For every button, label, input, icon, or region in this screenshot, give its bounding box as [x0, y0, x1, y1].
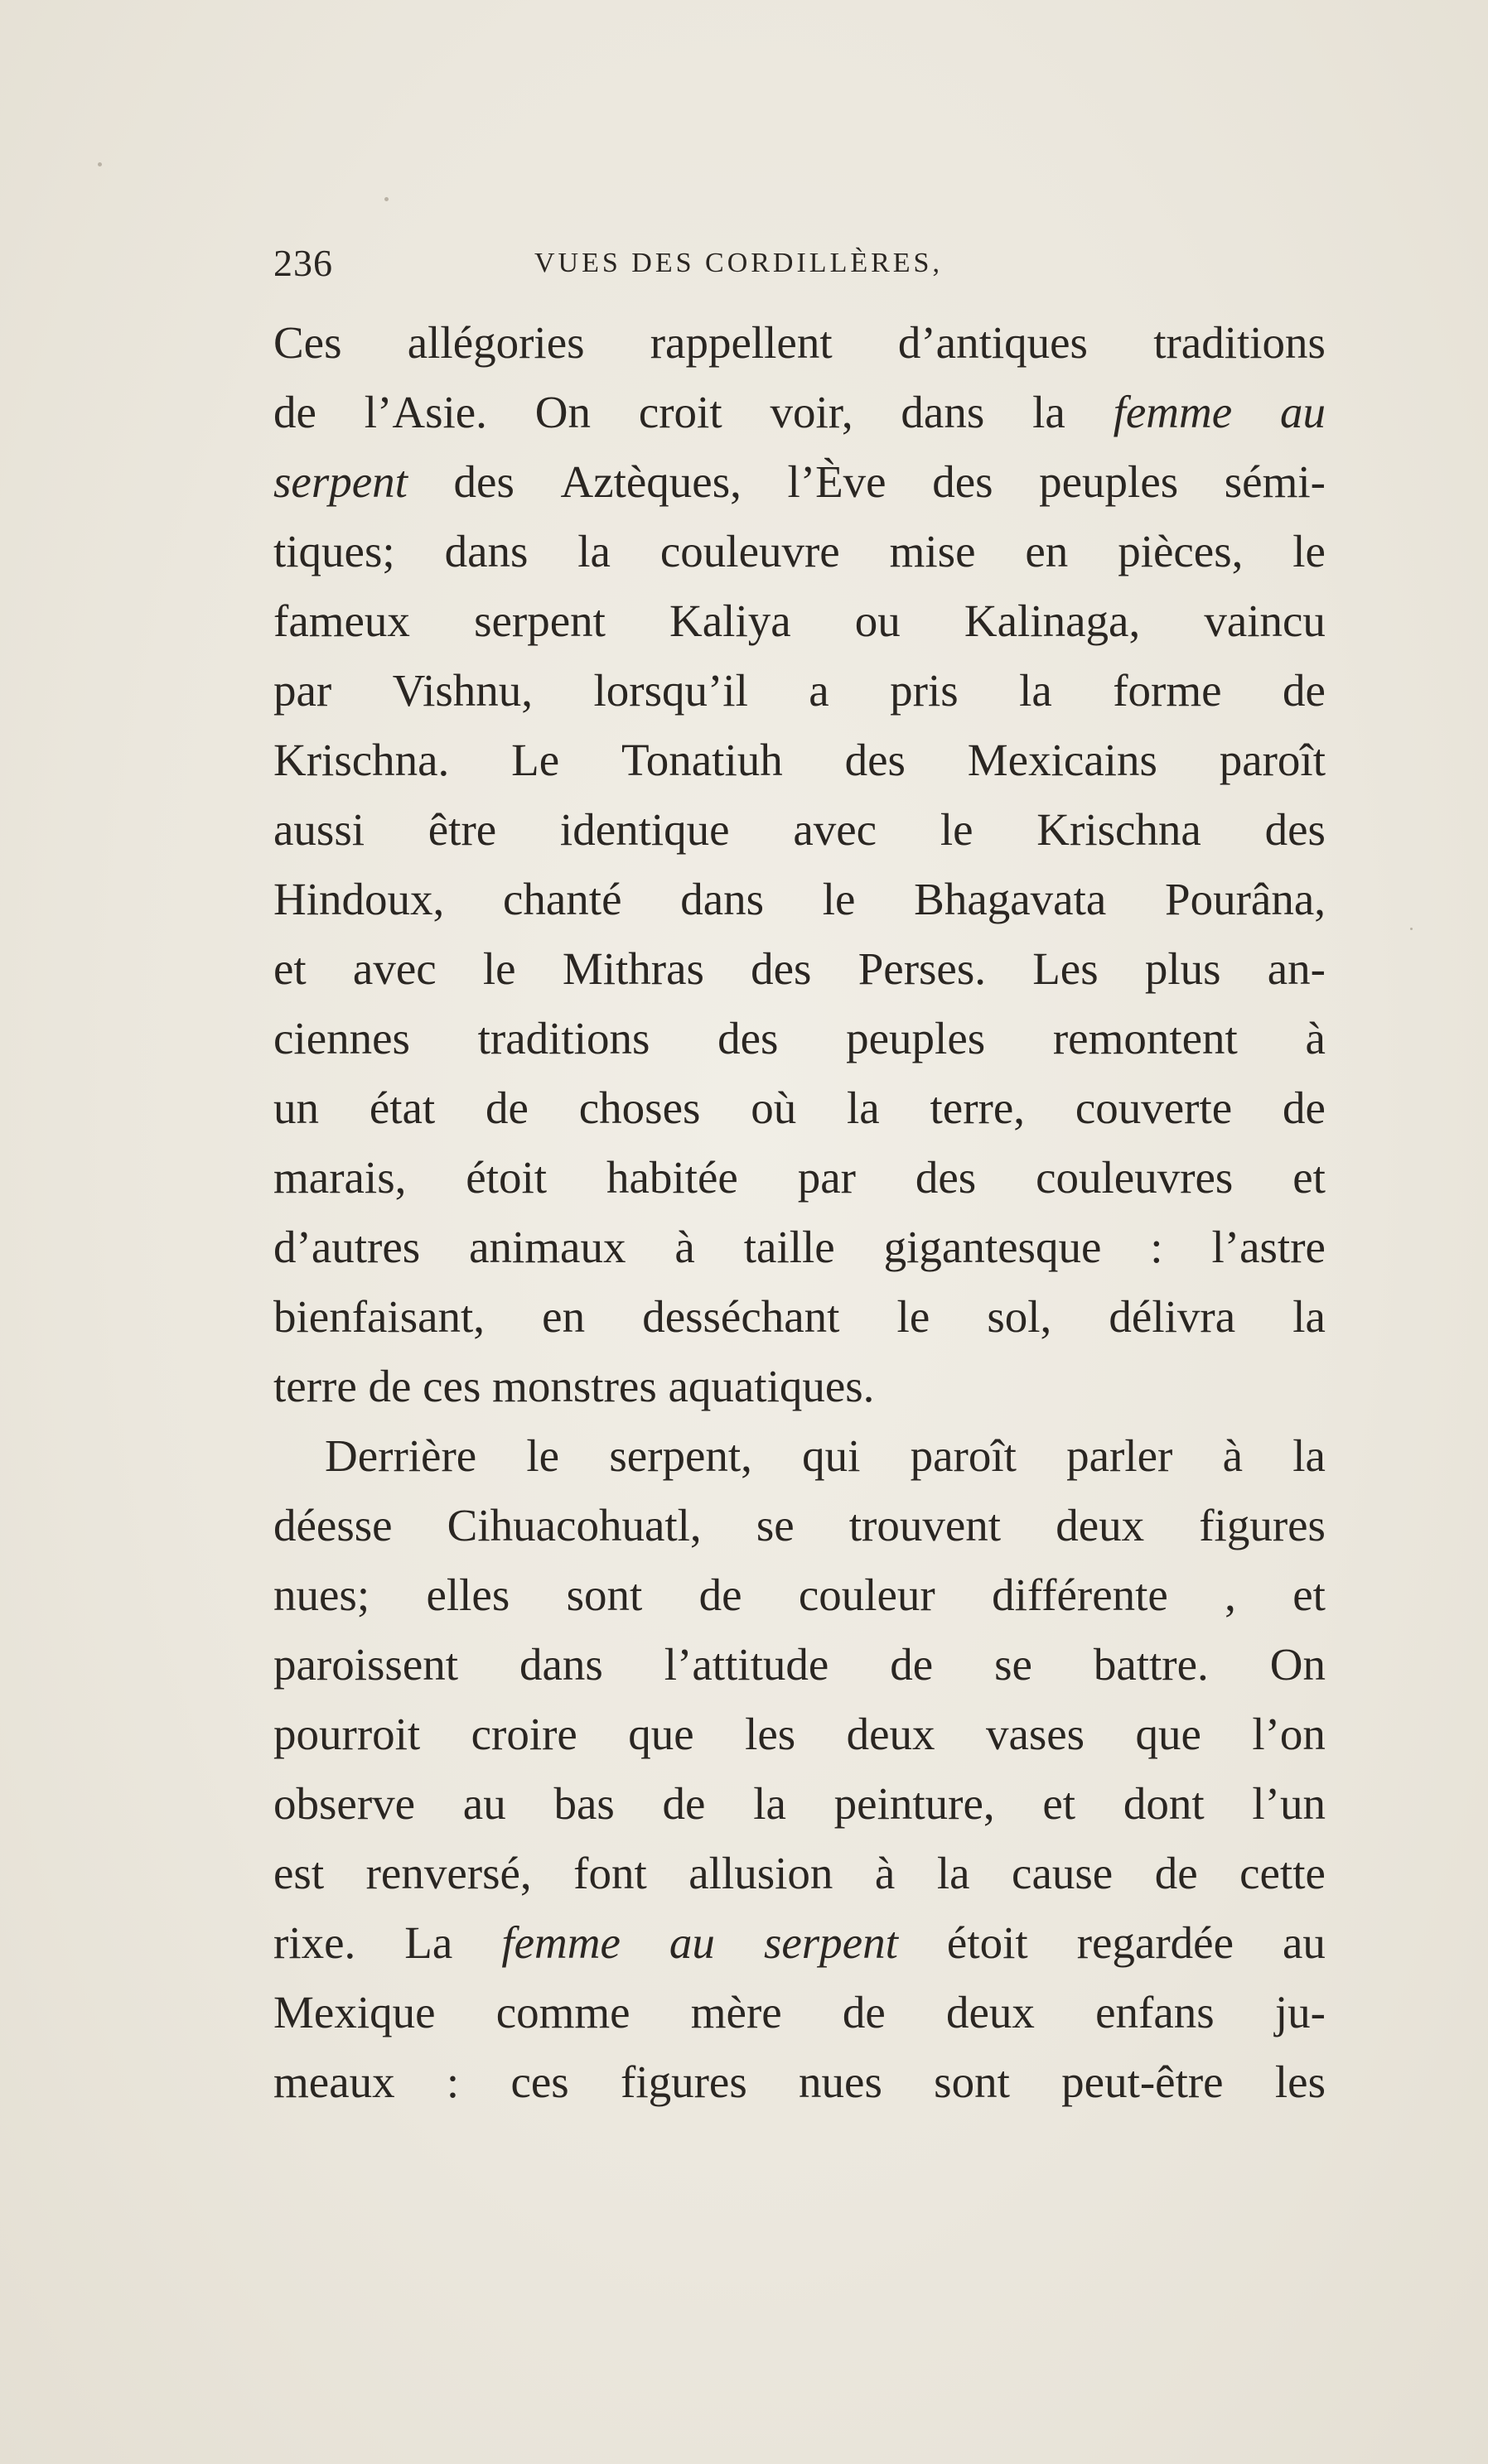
word: couleur — [798, 1570, 935, 1620]
word: mère — [690, 1987, 782, 2037]
word: serpent, — [609, 1430, 752, 1481]
word: On — [534, 387, 591, 437]
word: Ces — [273, 317, 342, 368]
word: rixe. — [273, 1917, 356, 1968]
word: marais, — [273, 1152, 407, 1203]
word: de — [1283, 1083, 1326, 1133]
word: un — [273, 1083, 319, 1133]
word: Hindoux, — [273, 874, 445, 924]
word: traditions — [1153, 317, 1326, 368]
word: : — [1150, 1222, 1163, 1272]
word: l’Ève — [787, 456, 887, 507]
page-header — [273, 239, 1326, 288]
word: se — [756, 1500, 795, 1550]
italic-word: au — [1279, 387, 1326, 437]
word: observe — [273, 1778, 416, 1829]
word: dont — [1123, 1778, 1205, 1829]
word: sol, — [987, 1291, 1052, 1342]
word: au — [1283, 1917, 1326, 1968]
word: est — [273, 1848, 325, 1898]
word: Aztèques, — [560, 456, 742, 507]
word: de — [486, 1083, 529, 1133]
text-line — [273, 1004, 1326, 1073]
text-line — [273, 2047, 1326, 2117]
word: pourroit — [273, 1709, 421, 1759]
word: de — [1154, 1848, 1198, 1898]
word: des — [453, 456, 515, 507]
word: à — [1305, 1013, 1326, 1063]
text-line — [273, 934, 1326, 1004]
word: enfans — [1095, 1987, 1215, 2037]
text-line — [273, 1073, 1326, 1143]
word: avec — [793, 804, 877, 855]
word: des — [1264, 804, 1326, 855]
word: la — [1292, 1291, 1326, 1342]
italic-word: femme — [501, 1917, 621, 1968]
word: dans — [901, 387, 985, 437]
word: vaincu — [1204, 596, 1326, 646]
word: regardée — [1076, 1917, 1234, 1968]
word: délivra — [1109, 1291, 1236, 1342]
text-line — [273, 865, 1326, 934]
word: à — [874, 1848, 896, 1898]
word: ju- — [1274, 1987, 1326, 2037]
word: croit — [638, 387, 722, 437]
word: cette — [1239, 1848, 1326, 1898]
text-line — [273, 1213, 1326, 1282]
word: le — [482, 943, 516, 994]
word: dans — [444, 526, 529, 576]
word: par — [273, 665, 332, 716]
word: des — [932, 456, 993, 507]
text-line — [273, 1630, 1326, 1700]
word: le — [526, 1430, 560, 1481]
word: par — [797, 1152, 856, 1203]
word: : — [446, 2057, 460, 2107]
word: sont — [566, 1570, 643, 1620]
word: rappellent — [650, 317, 833, 368]
word: identique — [559, 804, 730, 855]
word: forme — [1113, 665, 1222, 716]
word: étoit — [466, 1152, 548, 1203]
text-line — [273, 1700, 1326, 1769]
text-line — [273, 1282, 1326, 1352]
word: en — [542, 1291, 586, 1342]
word: peinture, — [833, 1778, 995, 1829]
word: peuples — [1039, 456, 1179, 507]
word: la — [577, 526, 611, 576]
text-line — [273, 726, 1326, 795]
word: de — [890, 1639, 934, 1690]
word: être — [428, 804, 497, 855]
word: Pourâna, — [1165, 874, 1326, 924]
word: que — [1135, 1709, 1201, 1759]
word: de — [662, 1778, 706, 1829]
word: voir, — [770, 387, 853, 437]
word: figures — [621, 2057, 747, 2107]
paper-speck — [1410, 928, 1413, 930]
word: le — [1292, 526, 1326, 576]
word: animaux — [469, 1222, 626, 1272]
word: Krischna — [1036, 804, 1201, 855]
word: à — [1222, 1430, 1244, 1481]
word: l’on — [1252, 1709, 1326, 1759]
word: tiques; — [273, 526, 395, 576]
word: nues — [799, 2057, 882, 2107]
body-text — [273, 308, 1326, 2117]
word: où — [751, 1083, 797, 1133]
word: battre. — [1093, 1639, 1209, 1690]
word: avec — [352, 943, 437, 994]
word: lorsqu’il — [593, 665, 748, 716]
word: d’autres — [273, 1222, 421, 1272]
word: vases — [985, 1709, 1085, 1759]
word: l’astre — [1211, 1222, 1326, 1272]
word: de — [273, 387, 316, 437]
word: croire — [471, 1709, 577, 1759]
word: chanté — [502, 874, 622, 924]
word: de — [842, 1987, 886, 2037]
word: couleuvre — [659, 526, 840, 576]
word: des — [844, 735, 906, 785]
word: renversé, — [365, 1848, 532, 1898]
text-line — [273, 1421, 1326, 1491]
italic-word: serpent — [763, 1917, 898, 1968]
word: plus — [1144, 943, 1221, 994]
text-line — [273, 1352, 1326, 1421]
word: deux — [846, 1709, 935, 1759]
word: aussi — [273, 804, 365, 855]
word: Krischna. — [273, 735, 450, 785]
word: couleuvres — [1036, 1152, 1234, 1203]
word: On — [1269, 1639, 1326, 1690]
word: bas — [553, 1778, 615, 1829]
word: cause — [1012, 1848, 1114, 1898]
word: la — [936, 1848, 970, 1898]
word: paroît — [1219, 735, 1326, 785]
italic-word: femme — [1113, 387, 1233, 437]
word: meaux — [273, 2057, 395, 2107]
word: gigantesque — [883, 1222, 1102, 1272]
word: de — [698, 1570, 742, 1620]
text-line — [273, 517, 1326, 586]
word: trouvent — [848, 1500, 1002, 1550]
word: Mexicains — [967, 735, 1157, 785]
word: la — [1032, 387, 1065, 437]
word: deux — [1056, 1500, 1145, 1550]
word: le — [896, 1291, 930, 1342]
word: que — [628, 1709, 694, 1759]
word: de — [1283, 665, 1326, 716]
word: Kaliya — [669, 596, 791, 646]
word: le — [940, 804, 973, 855]
text-line — [273, 656, 1326, 726]
word: remontent — [1052, 1013, 1238, 1063]
text-line — [273, 1908, 1326, 1978]
word: a — [809, 665, 829, 716]
text-line — [273, 586, 1326, 656]
word: déesse — [273, 1500, 393, 1550]
word: dans — [519, 1639, 603, 1690]
text-line — [273, 795, 1326, 865]
word: état — [369, 1083, 436, 1133]
word: l’Asie. — [364, 387, 487, 437]
word: allégories — [407, 317, 585, 368]
word: la — [847, 1083, 880, 1133]
paper-speck — [98, 162, 102, 166]
word: se — [994, 1639, 1032, 1690]
word: l’attitude — [664, 1639, 829, 1690]
word: qui — [802, 1430, 861, 1481]
word: deux — [946, 1987, 1035, 2037]
word: , — [1225, 1570, 1236, 1620]
word: ou — [854, 596, 901, 646]
word: ciennes — [273, 1013, 410, 1063]
word: couverte — [1075, 1083, 1233, 1133]
word: traditions — [477, 1013, 650, 1063]
word: ces — [510, 2057, 569, 2107]
word: des — [751, 943, 812, 994]
paper-speck — [384, 197, 389, 201]
word: d’antiques — [897, 317, 1088, 368]
word: Le — [511, 735, 560, 785]
word: Les — [1032, 943, 1099, 994]
page-number: 236 — [273, 242, 333, 284]
word: le — [822, 874, 856, 924]
text-line — [273, 308, 1326, 378]
text-line — [273, 1978, 1326, 2047]
word: figures — [1199, 1500, 1326, 1550]
running-head: VUES DES CORDILLÈRES, — [534, 248, 943, 278]
word: font — [573, 1848, 647, 1898]
word: et — [1292, 1570, 1326, 1620]
word: la — [753, 1778, 786, 1829]
word: terre de ces monstres aquatiques. — [273, 1361, 875, 1411]
word: différente — [992, 1570, 1168, 1620]
word: taille — [743, 1222, 835, 1272]
word: les — [1274, 2057, 1326, 2107]
word: des — [915, 1152, 977, 1203]
word: à — [674, 1222, 695, 1272]
word: peut-être — [1061, 2057, 1224, 2107]
word: la — [1019, 665, 1052, 716]
word: Derrière — [325, 1430, 477, 1481]
word: nues; — [273, 1570, 370, 1620]
italic-word: au — [669, 1917, 715, 1968]
text-line — [273, 1769, 1326, 1839]
word: Perses. — [858, 943, 986, 994]
word: desséchant — [642, 1291, 840, 1342]
text-line — [273, 378, 1326, 447]
text-line — [273, 447, 1326, 517]
text-line — [273, 1560, 1326, 1630]
word: Mexique — [273, 1987, 436, 2037]
word: et — [273, 943, 307, 994]
word: La — [404, 1917, 453, 1968]
word: Mithras — [562, 943, 704, 994]
word: les — [745, 1709, 796, 1759]
word: Tonatiuh — [621, 735, 783, 785]
word: l’un — [1252, 1778, 1326, 1829]
word: dans — [680, 874, 765, 924]
word: en — [1025, 526, 1069, 576]
word: paroît — [910, 1430, 1017, 1481]
word: fameux — [273, 596, 410, 646]
word: bienfaisant, — [273, 1291, 486, 1342]
word: allusion — [688, 1848, 833, 1898]
word: la — [1292, 1430, 1326, 1481]
word: des — [717, 1013, 779, 1063]
word: sémi- — [1224, 456, 1326, 507]
word: terre, — [930, 1083, 1026, 1133]
word: comme — [495, 1987, 630, 2037]
word: au — [462, 1778, 506, 1829]
word: Kalinaga, — [964, 596, 1141, 646]
word: pris — [890, 665, 959, 716]
word: habitée — [606, 1152, 738, 1203]
text-line — [273, 1491, 1326, 1560]
text-line — [273, 1839, 1326, 1908]
word: an- — [1267, 943, 1326, 994]
word: elles — [426, 1570, 510, 1620]
word: pièces, — [1118, 526, 1244, 576]
word: parler — [1066, 1430, 1173, 1481]
word: serpent — [474, 596, 606, 646]
word: Bhagavata — [914, 874, 1107, 924]
word: paroissent — [273, 1639, 459, 1690]
word: et — [1042, 1778, 1076, 1829]
word: choses — [578, 1083, 701, 1133]
word: mise — [889, 526, 976, 576]
word: et — [1292, 1152, 1326, 1203]
word: étoit — [946, 1917, 1028, 1968]
word: Vishnu, — [392, 665, 534, 716]
word: peuples — [846, 1013, 986, 1063]
text-line — [273, 1143, 1326, 1213]
italic-word: serpent — [273, 456, 408, 507]
word: sont — [934, 2057, 1010, 2107]
word: Cihuacohuatl, — [447, 1500, 702, 1550]
